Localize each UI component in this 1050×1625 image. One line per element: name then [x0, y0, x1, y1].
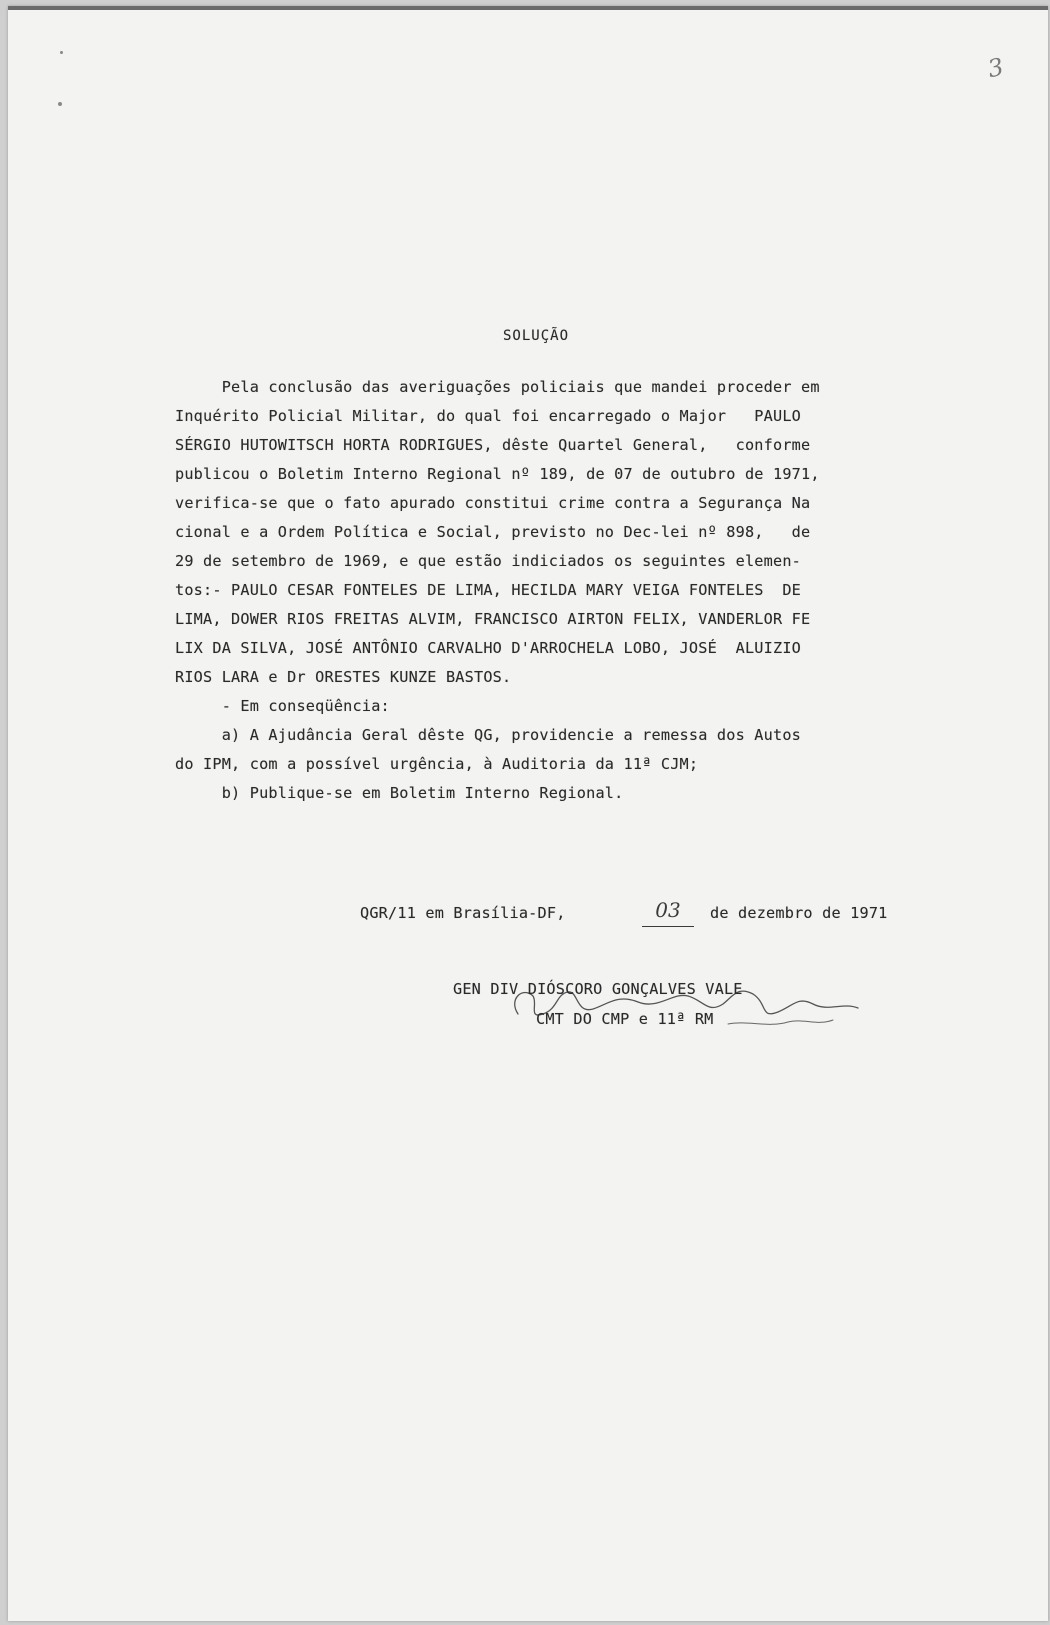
- body-line: RIOS LARA e Dr ORESTES KUNZE BASTOS.: [175, 668, 512, 686]
- page-number: 3: [985, 52, 1007, 84]
- body-line: a) A Ajudância Geral dêste QG, providencie a remessa dos Autos: [175, 726, 802, 744]
- place-date-prefix: QGR/11 em Brasília-DF,: [360, 904, 566, 922]
- signatory-name: GEN DIV DIÓSCORO GONÇALVES VALE: [453, 980, 743, 998]
- document-title: SOLUÇÃO: [503, 328, 570, 344]
- place-date-suffix: de dezembro de 1971: [710, 904, 888, 922]
- body-line: publicou o Boletim Interno Regional nº 189, de 07 de outubro de 1971,: [175, 465, 820, 483]
- body-line: b) Publique-se em Boletim Interno Regional.: [175, 784, 624, 802]
- document-page: [8, 6, 1048, 1621]
- body-line: - Em conseqüência:: [175, 697, 390, 715]
- body-line: SÉRGIO HUTOWITSCH HORTA RODRIGUES, dêste Quartel General, conforme: [175, 436, 811, 454]
- day-underline: [642, 926, 694, 927]
- body-line: verifica-se que o fato apurado constitui crime contra a Segurança Na: [175, 494, 811, 512]
- body-line: do IPM, com a possível urgência, à Auditoria da 11ª CJM;: [175, 755, 699, 773]
- body-line: LIMA, DOWER RIOS FREITAS ALVIM, FRANCISCO AIRTON FELIX, VANDERLOR FE: [175, 610, 811, 628]
- scan-speck: [58, 102, 62, 106]
- body-line: Pela conclusão das averiguações policiais que mandei proceder em: [175, 378, 820, 396]
- scan-edge: [8, 6, 1048, 10]
- body-line: cional e a Ordem Política e Social, previsto no Dec-lei nº 898, de: [175, 523, 811, 541]
- body-line: 29 de setembro de 1969, e que estão indiciados os seguintes elemen-: [175, 552, 802, 570]
- signatory-title: CMT DO CMP e 11ª RM: [536, 1010, 714, 1028]
- handwritten-day: 03: [655, 898, 681, 922]
- body-line: tos:- PAULO CESAR FONTELES DE LIMA, HECILDA MARY VEIGA FONTELES DE: [175, 581, 802, 599]
- scan-speck: [60, 51, 63, 54]
- body-line: Inquérito Policial Militar, do qual foi encarregado o Major PAULO: [175, 407, 802, 425]
- body-line: LIX DA SILVA, JOSÉ ANTÔNIO CARVALHO D'ARROCHELA LOBO, JOSÉ ALUIZIO: [175, 639, 802, 657]
